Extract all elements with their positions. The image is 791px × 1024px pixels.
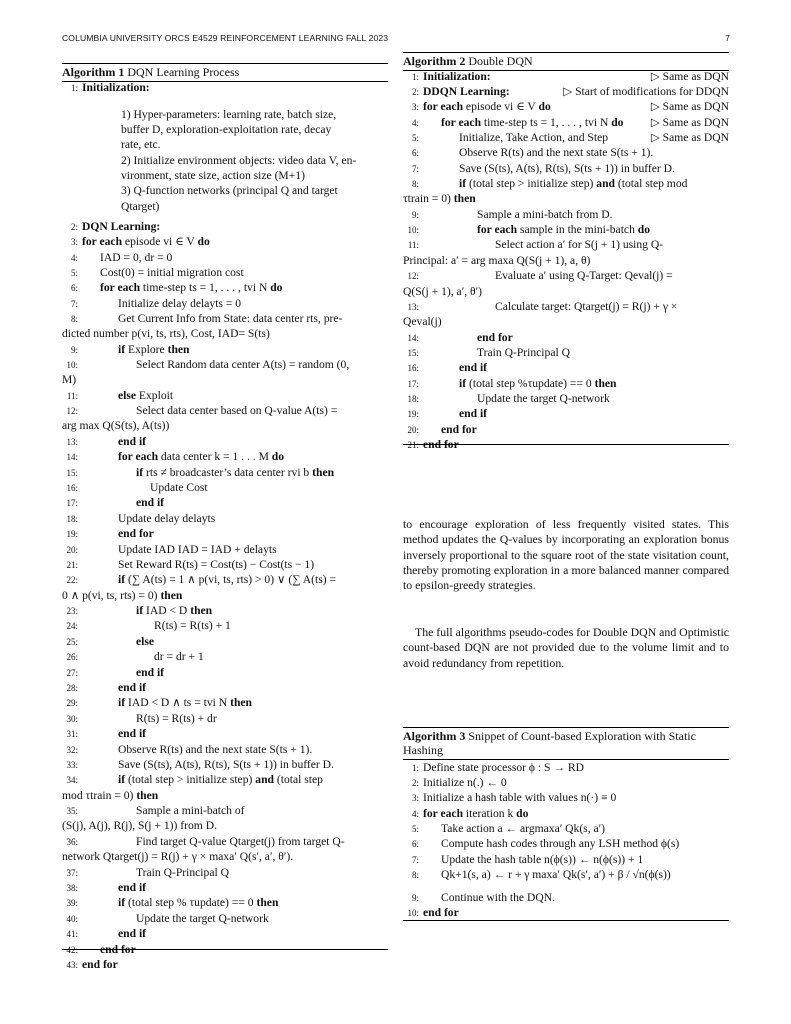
algorithm-3-bottom-rule	[403, 920, 729, 921]
line-text: rate, etc.	[121, 138, 161, 151]
line-number: 22:	[66, 575, 78, 585]
line-number: 8:	[70, 314, 78, 324]
line-text: end if	[118, 881, 147, 894]
algorithm1-line	[62, 804, 388, 819]
line-number: 7:	[411, 855, 419, 865]
line-number: 18:	[407, 394, 419, 404]
line-text: Set Reward R(ts) = Cost(ts) − Cost(ts − 1)	[118, 558, 315, 571]
line-text: end for	[100, 943, 136, 956]
line-text: IAD = 0, dr = 0	[100, 251, 173, 264]
algorithm1-line	[62, 184, 388, 199]
line-number: 16:	[407, 363, 419, 373]
line-text: Initialization:	[423, 70, 491, 83]
algorithm-2-block	[403, 52, 729, 451]
line-text: end for	[441, 423, 477, 436]
line-text: end if	[118, 727, 147, 740]
line-text: end if	[136, 666, 165, 679]
line-text: Update delay delayts	[118, 512, 216, 525]
algorithm1-line	[62, 169, 388, 184]
line-text: mod τtrain = 0) then	[62, 789, 159, 802]
line-number: 36:	[66, 837, 78, 847]
line-comment: ▷ Start of modifications for DDQN	[563, 85, 729, 98]
line-number: 3:	[70, 237, 78, 247]
line-number: 2:	[411, 87, 419, 97]
line-text: if rts ≠ broadcaster’s data center rvi b then	[136, 466, 335, 479]
algorithm1-line	[62, 450, 388, 465]
line-number: 42:	[66, 945, 78, 955]
line-text: network Qtarget(j) = R(j) + γ × maxa′ Q(s′, a′, θ′).	[62, 850, 294, 863]
page-number: 7	[725, 33, 730, 43]
line-number: 7:	[70, 299, 78, 309]
algorithm2-line	[403, 315, 729, 330]
algorithm1-line	[62, 251, 388, 266]
algorithm1-line	[62, 343, 388, 358]
line-text: Update IAD IAD = IAD + delayts	[118, 543, 277, 556]
line-number: 5:	[70, 268, 78, 278]
algorithm1-line	[62, 512, 388, 527]
line-text: if Explore then	[118, 343, 190, 356]
line-text: τtrain = 0) then	[403, 192, 476, 205]
line-text: Observe R(ts) and the next state S(ts + 1).	[118, 743, 313, 756]
algorithm2-line	[403, 146, 729, 161]
algorithm3-line	[403, 891, 729, 906]
line-text: Sample a mini-batch from D.	[477, 208, 613, 221]
line-number: 28:	[66, 683, 78, 693]
line-text: else Exploit	[118, 389, 174, 402]
line-text: for each iteration k do	[423, 807, 529, 820]
running-head-title: COLUMBIA UNIVERSITY ORCS E4529 REINFORCEMENT LEARNING FALL 2023	[62, 33, 389, 43]
algorithm1-line	[62, 81, 388, 96]
line-number: 20:	[407, 425, 419, 435]
algorithm1-line	[62, 912, 388, 927]
line-text: for each episode vi ∈ V do	[423, 100, 551, 113]
algorithm3-line	[403, 906, 729, 921]
line-text: (S(j), A(j), R(j), S(j + 1)) from D.	[62, 819, 217, 832]
algorithm-1-title: DQN Learning Process	[127, 65, 240, 79]
algorithm1-line	[62, 220, 388, 235]
line-number: 9:	[70, 345, 78, 355]
line-text: if (total step % τupdate) == 0 then	[118, 896, 279, 909]
line-text: DDQN Learning:	[423, 85, 510, 98]
algorithm3-line	[403, 822, 729, 837]
algorithm1-line	[62, 297, 388, 312]
line-number: 34:	[66, 775, 78, 785]
algorithm2-line	[403, 438, 729, 453]
line-number: 18:	[66, 514, 78, 524]
algorithm1-line	[62, 619, 388, 634]
line-text: for each time-step ts = 1, . . . , tvi N do	[100, 281, 283, 294]
algorithm1-line	[62, 558, 388, 573]
line-text: arg max Q(S(ts), A(ts))	[62, 419, 170, 432]
line-number: 8:	[411, 870, 419, 880]
line-number: 6:	[70, 283, 78, 293]
line-number: 2:	[70, 222, 78, 232]
algorithm1-line	[62, 138, 388, 153]
line-number: 15:	[407, 348, 419, 358]
algorithm3-line	[403, 791, 729, 806]
line-number: 12:	[407, 271, 419, 281]
line-number: 14:	[66, 452, 78, 462]
line-text: R(ts) = R(ts) + 1	[154, 619, 231, 632]
algorithm2-line	[403, 131, 729, 146]
algorithm1-line	[62, 543, 388, 558]
algorithm1-line	[62, 896, 388, 911]
algorithm3-line	[403, 761, 729, 776]
algorithm2-line	[403, 269, 729, 284]
line-number: 27:	[66, 668, 78, 678]
algorithm1-line	[62, 266, 388, 281]
algorithm1-line	[62, 927, 388, 942]
line-text: Qk+1(s, a) ← r + γ maxa′ Qk(s′, a′) + β / √n(ϕ(s))	[441, 868, 671, 881]
line-comment: ▷ Same as DQN	[650, 70, 729, 83]
line-number: 17:	[407, 379, 419, 389]
line-text: Initialization:	[82, 81, 150, 94]
line-number: 31:	[66, 729, 78, 739]
line-text: R(ts) = R(ts) + dr	[136, 712, 217, 725]
line-number: 13:	[66, 437, 78, 447]
algorithm1-line	[62, 312, 388, 327]
line-number: 11:	[66, 391, 78, 401]
algorithm1-line	[62, 435, 388, 450]
line-number: 10:	[407, 225, 419, 235]
line-text: Update the target Q-network	[136, 912, 269, 925]
algorithm3-line	[403, 807, 729, 822]
algorithm2-line	[403, 177, 729, 192]
line-text: 0 ∧ p(vi, ts, rts) = 0) then	[62, 589, 183, 602]
algorithm1-line	[62, 850, 388, 865]
line-number: 38:	[66, 883, 78, 893]
algorithm1-line	[62, 389, 388, 404]
line-number: 2:	[411, 778, 419, 788]
algorithm-2-title: Double DQN	[468, 54, 533, 68]
line-number: 20:	[66, 545, 78, 555]
line-text: Sample a mini-batch of	[136, 804, 245, 817]
algorithm1-line	[62, 681, 388, 696]
algorithm1-line	[62, 866, 388, 881]
algorithm2-line	[403, 70, 729, 85]
line-number: 17:	[66, 498, 78, 508]
algorithm1-line	[62, 419, 388, 434]
line-text: end for	[477, 331, 513, 344]
line-number: 15:	[66, 468, 78, 478]
line-text: if (∑ A(ts) = 1 ∧ p(vi, ts, rts) > 0) ∨ (∑ A(ts) =	[118, 573, 336, 586]
algorithm3-line	[403, 776, 729, 791]
algorithm1-line	[62, 573, 388, 588]
algorithm2-line	[403, 346, 729, 361]
line-number: 41:	[66, 929, 78, 939]
line-text: end if	[118, 435, 147, 448]
line-text: Train Q-Principal Q	[477, 346, 570, 359]
line-text: Cost(0) = initial migration cost	[100, 266, 244, 279]
line-text: for each sample in the mini-batch do	[477, 223, 651, 236]
line-text: Train Q-Principal Q	[136, 866, 229, 879]
algorithm-2-bottom-rule	[403, 444, 729, 445]
line-text: for each episode vi ∈ V do	[82, 235, 210, 248]
line-number: 37:	[66, 868, 78, 878]
algorithm2-line	[403, 192, 729, 207]
algorithm1-line	[62, 123, 388, 138]
paragraph-exploration: to encourage exploration of less frequently visited states. This method updates the Q-values by incorporating an exploration bonus inversely proportional to the square root of the state visitation count, thereby promoting exploration in a more balanced manner compared to epsilon-greedy strategies.	[403, 517, 729, 593]
algorithm2-line	[403, 223, 729, 238]
algorithm1-line	[62, 743, 388, 758]
algorithm1-line	[62, 712, 388, 727]
algorithm2-line	[403, 331, 729, 346]
algorithm1-line	[62, 727, 388, 742]
algorithm1-line	[62, 835, 388, 850]
algorithm-1-block	[62, 63, 388, 971]
line-number: 33:	[66, 760, 78, 770]
algorithm1-line	[62, 773, 388, 788]
line-number: 6:	[411, 148, 419, 158]
algorithm1-line	[62, 604, 388, 619]
line-text: Select Random data center A(ts) = random (0,	[136, 358, 350, 371]
line-text: Take action a ← argmaxa′ Qk(s, a′)	[441, 822, 606, 835]
line-number: 4:	[70, 253, 78, 263]
line-number: 29:	[66, 698, 78, 708]
algorithm-3-caption	[403, 728, 729, 759]
line-comment: ▷ Same as DQN	[650, 100, 729, 113]
line-text: Compute hash codes through any LSH method ϕ(s)	[441, 837, 680, 850]
line-number: 16:	[66, 483, 78, 493]
line-number: 19:	[66, 529, 78, 539]
line-text: Q(S(j + 1), a′, θ′)	[403, 285, 482, 298]
line-text: if IAD < D ∧ ts = tvi N then	[118, 696, 252, 709]
line-text: if (total step > initialize step) and (total step mod	[459, 177, 688, 190]
algorithm2-line	[403, 254, 729, 269]
algorithm2-line	[403, 377, 729, 392]
algorithm-3-title: Snippet of Count-based Exploration with Static Hashing	[403, 729, 696, 757]
line-number: 1:	[411, 72, 419, 82]
line-number: 12:	[66, 406, 78, 416]
line-text: Update the target Q-network	[477, 392, 610, 405]
algorithm1-line	[62, 635, 388, 650]
line-text: Select action a′ for S(j + 1) using Q-	[495, 238, 664, 251]
algorithm1-line	[62, 881, 388, 896]
line-number: 26:	[66, 652, 78, 662]
line-text: M)	[62, 373, 77, 386]
line-text: Initialize n(.) ← 0	[423, 776, 507, 789]
line-text: Save (S(ts), A(ts), R(ts), S(ts + 1)) in buffer D.	[118, 758, 334, 771]
algorithm2-line	[403, 116, 729, 131]
line-number: 30:	[66, 714, 78, 724]
algorithm1-line	[62, 589, 388, 604]
line-number: 6:	[411, 839, 419, 849]
line-number: 9:	[411, 893, 419, 903]
line-text: Continue with the DQN.	[441, 891, 555, 904]
line-text: Define state processor ϕ : S → RD	[423, 761, 584, 774]
line-text: end if	[136, 496, 165, 509]
line-text: end for	[82, 958, 118, 971]
algorithm2-line	[403, 100, 729, 115]
paragraph-full-algorithms: The full algorithms pseudo-codes for Double DQN and Optimistic count-based DQN are not provided due to the volume limit and to avoid redundancy from repetition.	[403, 625, 729, 670]
line-text: Update Cost	[150, 481, 208, 494]
line-text: buffer D, exploration-exploitation rate, decay	[121, 123, 332, 136]
line-text: Initialize, Take Action, and Step	[459, 131, 609, 144]
algorithm2-line	[403, 300, 729, 315]
algorithm1-line	[62, 154, 388, 169]
algorithm1-line	[62, 404, 388, 419]
line-number: 1:	[411, 763, 419, 773]
line-text: 2) Initialize environment objects: video data V, en-	[121, 154, 357, 167]
algorithm-1-caption	[62, 64, 388, 81]
line-text: Initialize delay delayts = 0	[118, 297, 242, 310]
line-text: Update the hash table n(ϕ(s)) ← n(ϕ(s)) + 1	[441, 853, 644, 866]
line-number: 21:	[407, 440, 419, 450]
line-text: end for	[118, 527, 154, 540]
line-number: 4:	[411, 118, 419, 128]
algorithm3-line	[403, 868, 729, 883]
algorithm1-line	[62, 108, 388, 123]
line-number: 19:	[407, 409, 419, 419]
line-number: 23:	[66, 606, 78, 616]
line-text: Calculate target: Qtarget(j) = R(j) + γ ×	[495, 300, 678, 313]
line-number: 35:	[66, 806, 78, 816]
line-number: 7:	[411, 164, 419, 174]
algorithm-1-label: Algorithm 1	[62, 65, 125, 79]
line-number: 43:	[66, 960, 78, 970]
line-text: if (total step %τupdate) == 0 then	[459, 377, 617, 390]
algorithm1-line	[62, 650, 388, 665]
algorithm1-line	[62, 819, 388, 834]
algorithm1-line	[62, 373, 388, 388]
algorithm1-line	[62, 200, 388, 215]
line-text: Get Current Info from State: data center rts, pre-	[118, 312, 343, 325]
line-text: end for	[423, 906, 459, 919]
line-number: 8:	[411, 179, 419, 189]
algorithm1-line	[62, 466, 388, 481]
algorithm1-line	[62, 666, 388, 681]
algorithm1-line	[62, 481, 388, 496]
algorithm-2-label: Algorithm 2	[403, 54, 466, 68]
line-number: 14:	[407, 333, 419, 343]
algorithm1-line	[62, 696, 388, 711]
line-comment: ▷ Same as DQN	[650, 131, 729, 144]
algorithm1-line	[62, 327, 388, 342]
line-text: Principal: a′ = arg maxa Q(S(j + 1), a, θ)	[403, 254, 591, 267]
algorithm-1-bottom-rule	[62, 949, 388, 950]
line-text: 1) Hyper-parameters: learning rate, batch size,	[121, 108, 337, 121]
line-number: 21:	[66, 560, 78, 570]
line-text: DQN Learning:	[82, 220, 161, 233]
algorithm2-line	[403, 423, 729, 438]
line-text: end if	[459, 407, 488, 420]
algorithm2-line	[403, 208, 729, 223]
line-number: 9:	[411, 210, 419, 220]
algorithm2-line	[403, 238, 729, 253]
line-text: 3) Q-function networks (principal Q and target	[121, 184, 338, 197]
line-number: 3:	[411, 793, 419, 803]
line-text: Save (S(ts), A(ts), R(ts), S(ts + 1)) in buffer D.	[459, 162, 675, 175]
line-text: end for	[423, 438, 459, 451]
line-number: 5:	[411, 133, 419, 143]
line-text: Initialize a hash table with values n(·) ≡ 0	[423, 791, 617, 804]
line-text: dicted number p(vi, ts, rts), Cost, IAD= S(ts)	[62, 327, 270, 340]
line-number: 32:	[66, 745, 78, 755]
algorithm-2-caption	[403, 53, 729, 70]
algorithm2-line	[403, 85, 729, 100]
algorithm2-line	[403, 392, 729, 407]
line-number: 24:	[66, 621, 78, 631]
algorithm3-line	[403, 853, 729, 868]
algorithm1-line	[62, 758, 388, 773]
line-text: Qeval(j)	[403, 315, 442, 328]
line-number: 25:	[66, 637, 78, 647]
line-number: 1:	[70, 83, 78, 93]
line-text: Select data center based on Q-value A(ts) =	[136, 404, 338, 417]
line-text: end if	[118, 681, 147, 694]
line-text: if (total step > initialize step) and (total step	[118, 773, 323, 786]
algorithm1-line	[62, 527, 388, 542]
line-text: Observe R(ts) and the next state S(ts + 1).	[459, 146, 654, 159]
algorithm1-line	[62, 943, 388, 958]
line-number: 13:	[407, 302, 419, 312]
algorithm1-line	[62, 358, 388, 373]
line-text: end if	[459, 361, 488, 374]
algorithm1-line	[62, 958, 388, 973]
line-text: Qtarget)	[121, 200, 160, 213]
algorithm2-line	[403, 162, 729, 177]
line-number: 10:	[66, 360, 78, 370]
line-text: else	[136, 635, 155, 648]
algorithm3-line	[403, 837, 729, 852]
algorithm1-line	[62, 281, 388, 296]
line-text: Find target Q-value Qtarget(j) from target Q-	[136, 835, 345, 848]
line-text: end if	[118, 927, 147, 940]
running-header	[62, 33, 730, 47]
line-number: 3:	[411, 102, 419, 112]
algorithm1-line	[62, 496, 388, 511]
line-text: dr = dr + 1	[154, 650, 204, 663]
algorithm-3-label: Algorithm 3	[403, 729, 466, 743]
algorithm1-line	[62, 235, 388, 250]
line-number: 39:	[66, 898, 78, 908]
algorithm-3-block	[403, 727, 729, 923]
algorithm-3-caption-rule	[403, 759, 729, 760]
algorithm1-line	[62, 789, 388, 804]
algorithm2-line	[403, 407, 729, 422]
line-text: if IAD < D then	[136, 604, 213, 617]
line-number: 11:	[407, 240, 419, 250]
line-text: Evaluate a′ using Q-Target: Qeval(j) =	[495, 269, 673, 282]
line-number: 40:	[66, 914, 78, 924]
line-number: 5:	[411, 824, 419, 834]
line-text: for each data center k = 1 . . . M do	[118, 450, 285, 463]
line-comment: ▷ Same as DQN	[650, 116, 729, 129]
line-number: 4:	[411, 809, 419, 819]
algorithm2-line	[403, 285, 729, 300]
line-number: 10:	[407, 908, 419, 918]
algorithm2-line	[403, 361, 729, 376]
line-text: for each time-step ts = 1, . . . , tvi N do	[441, 116, 624, 129]
line-text: vironment, state size, action size (M+1)	[121, 169, 305, 182]
